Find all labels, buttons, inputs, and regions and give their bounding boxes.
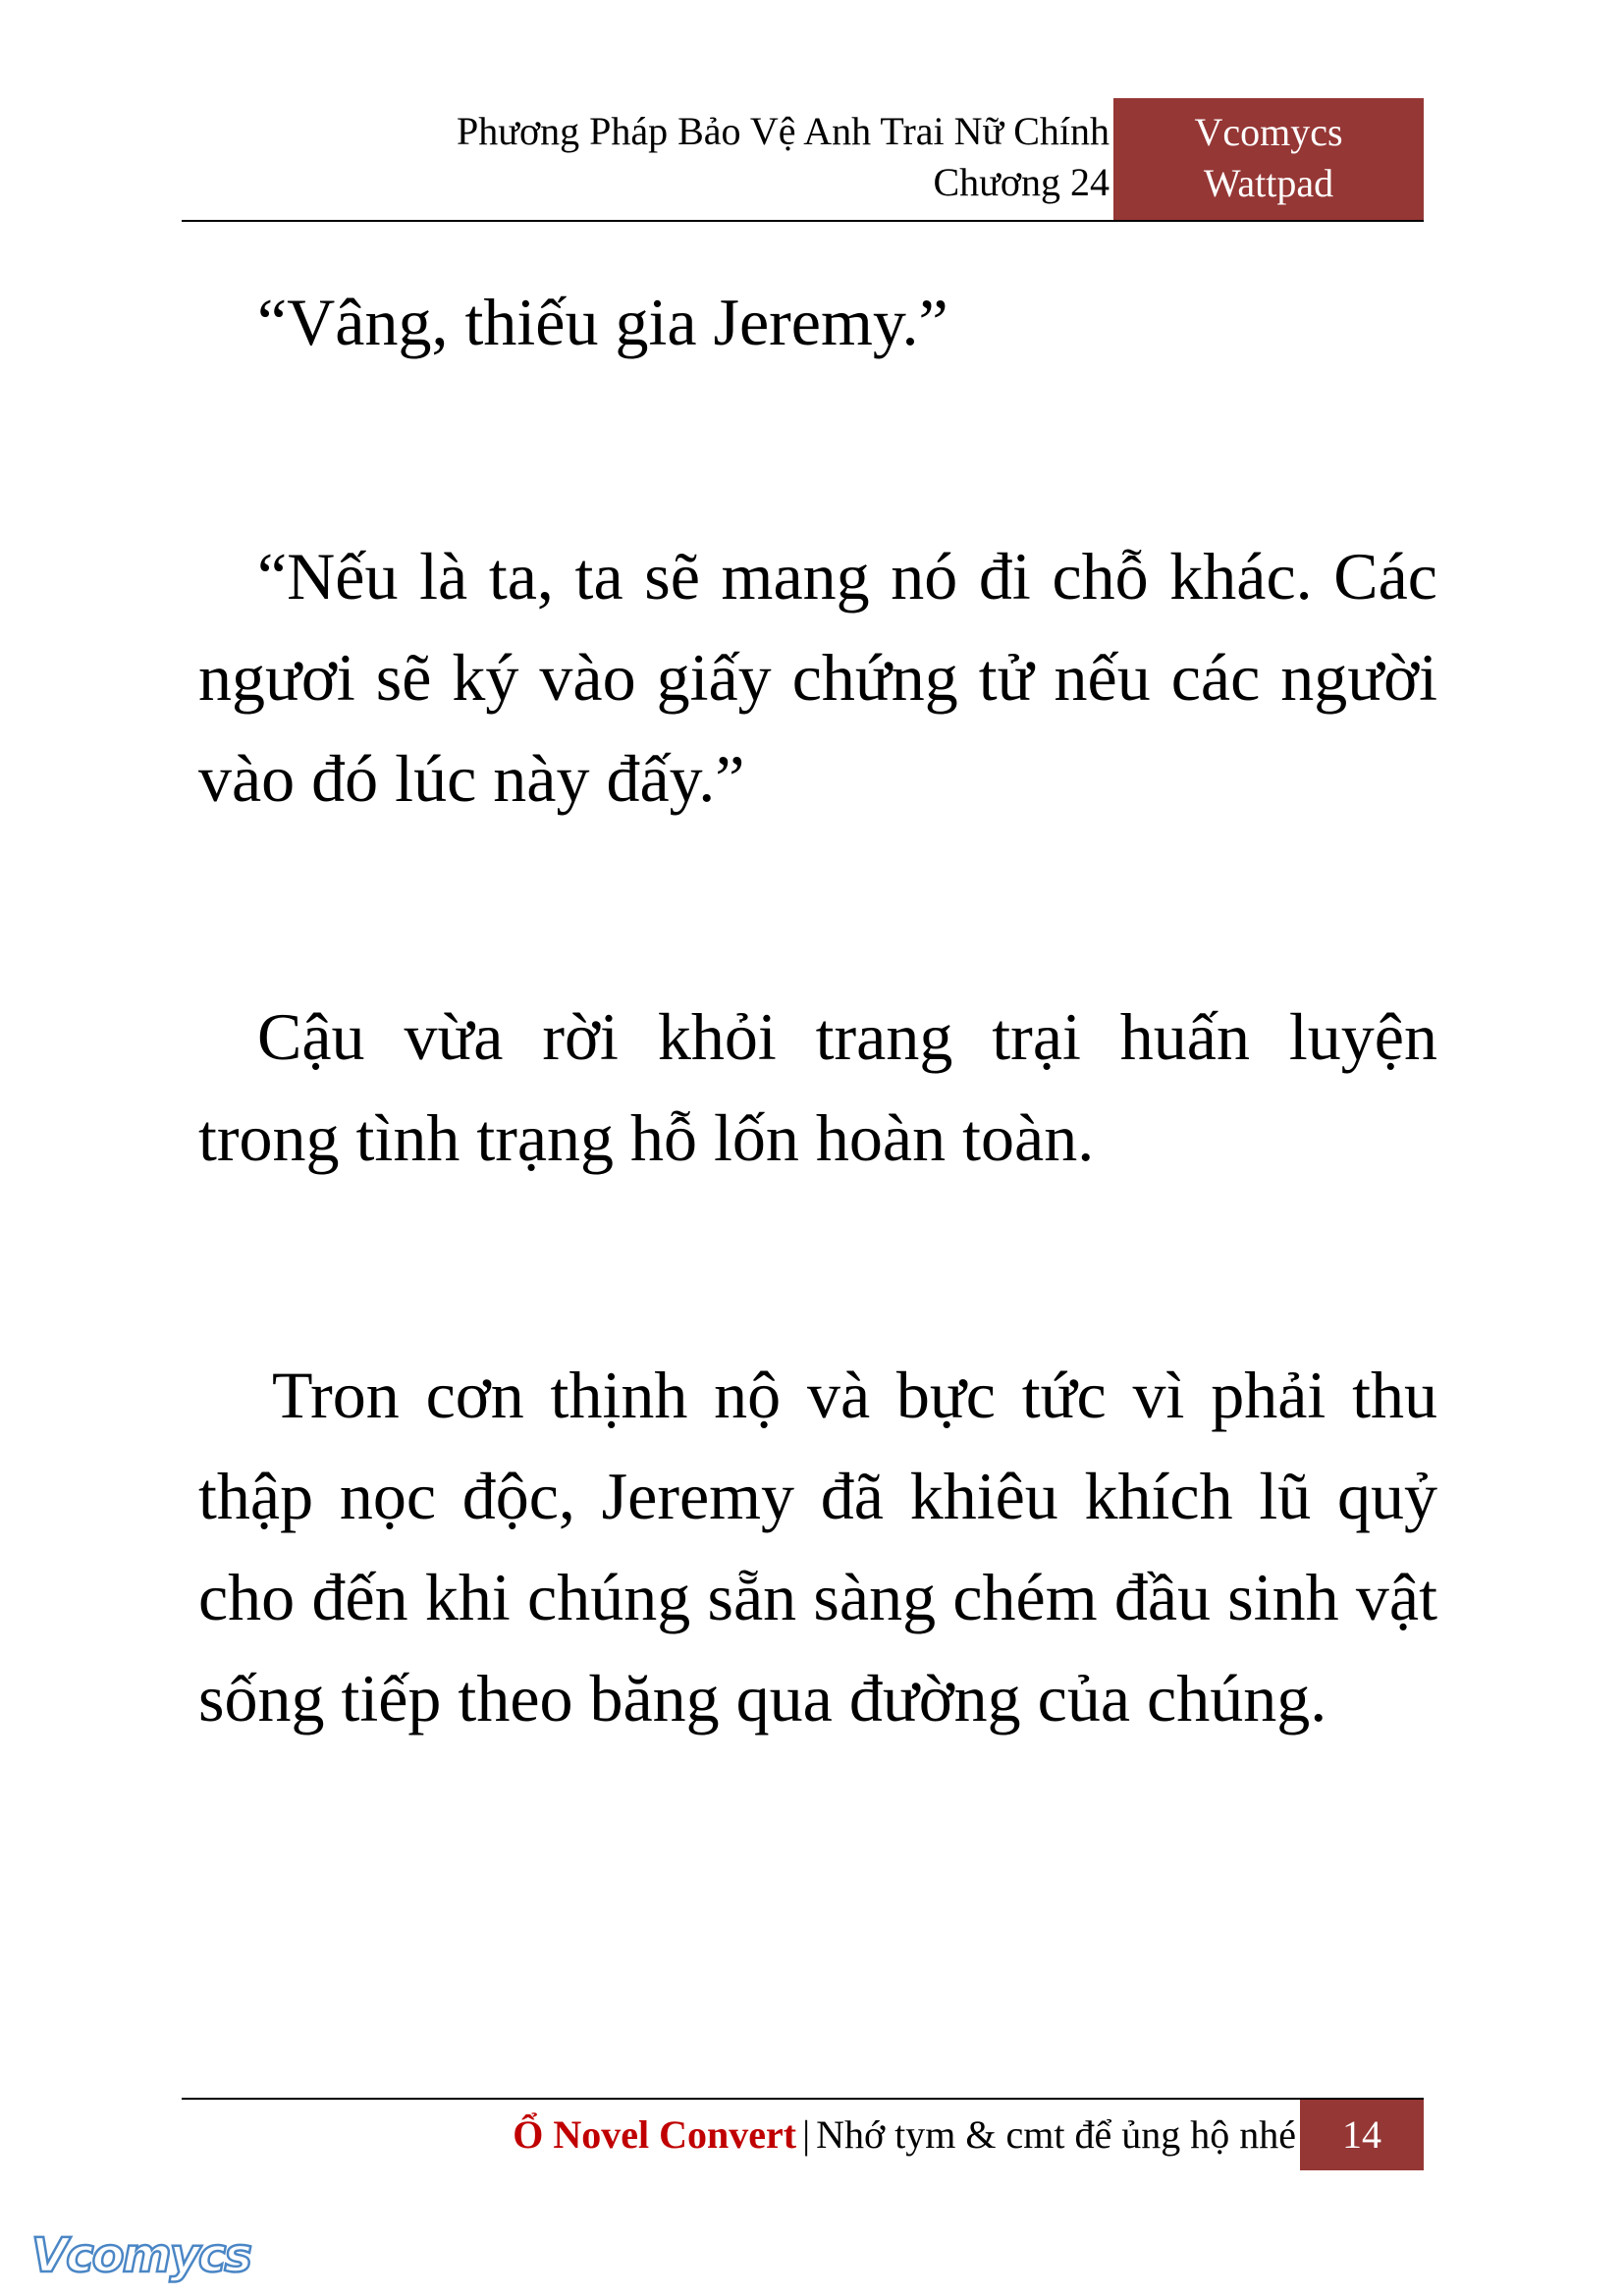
footer-text [513,2100,1296,2170]
header-divider [182,220,1424,222]
footer-separator: | [802,2112,811,2157]
source-badge [1113,98,1424,220]
footer-brand: Ổ Novel Convert [513,2112,797,2157]
svg-text:Vcomycs: Vcomycs [31,2228,250,2283]
header-titles [457,106,1110,208]
chapter-label: Chương 24 [933,160,1110,204]
vcomycs-watermark-logo [29,2226,255,2285]
page-number: 14 [1300,2100,1424,2170]
paragraph: Tron cơn thịnh nộ và bực tức vì phải thu thập nọc độc, Jeremy đã khiêu khích lũ quỷ cho đến khi chúng sẵn sàng chém đầu sinh vật sống tiếp theo băng qua đường của chúng. [198,1358,1437,1735]
paragraph: Cậu vừa rời khỏi trang trại huấn luyện trong tình trạng hỗ lốn hoàn toàn. [198,999,1437,1175]
badge-line-wattpad: Wattpad [1203,161,1334,205]
paragraph: “Vâng, thiếu gia Jeremy.” [257,285,948,359]
badge-line-vcomycs: Vcomycs [1194,110,1343,154]
paragraph: “Nếu là ta, ta sẽ mang nó đi chỗ khác. Các ngươi sẽ ký vào giấy chứng tử nếu các người vào đó lúc này đấy.” [198,539,1437,816]
footer-message: Nhớ tym & cmt để ủng hộ nhé [816,2112,1296,2157]
page-header [182,98,1424,220]
book-title: Phương Pháp Bảo Vệ Anh Trai Nữ Chính [457,109,1110,153]
chapter-content [198,272,1437,1749]
page-footer [182,2100,1424,2170]
